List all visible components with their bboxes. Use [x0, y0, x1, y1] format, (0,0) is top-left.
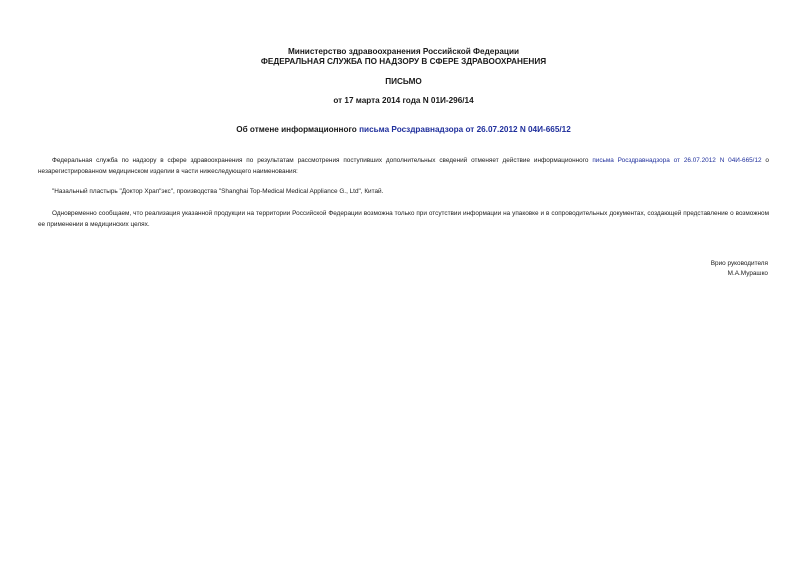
- signature-position: Врио руководителя: [710, 260, 768, 267]
- paragraph-1-tail: о незарегистрированном медицинском изделии в части нижеследующего наименования:: [38, 157, 769, 175]
- document-type: ПИСЬМО: [385, 77, 422, 86]
- paragraph-3: Одновременно сообщаем, что реализация указанной продукции на территории Российской Федерации возможна только при отсутствии информации на упаковке и в сопроводительных документах, создающей представление о возможном ее применении в медицинских целях.: [38, 210, 769, 228]
- ministry-name: Министерство здравоохранения Российской Федерации: [287, 47, 520, 56]
- referenced-letter-link[interactable]: письма Росздравнадзора от 26.07.2012 N 04И-665/12: [359, 125, 571, 134]
- document-title-prefix: Об отмене информационного: [236, 125, 360, 134]
- signature-name: М.А.Мурашко: [727, 270, 768, 277]
- document-title: [0, 125, 807, 136]
- paragraph-1: [38, 156, 769, 177]
- paragraph-1-link[interactable]: письма Росздравнадзора от 26.07.2012 N 04И-665/12: [592, 157, 762, 164]
- paragraph-1-text: Федеральная служба по надзору в сфере здравоохранения по результатам рассмотрения поступивших дополнительных сведений отменяет действие информационного: [52, 157, 593, 164]
- paragraph-2: "Назальный пластырь "Доктор Храп"экс", производства "Shanghai Top-Medical Medical Appliance G., Ltd", Китай.: [52, 188, 384, 195]
- service-name: ФЕДЕРАЛЬНАЯ СЛУЖБА ПО НАДЗОРУ В СФЕРЕ ЗДРАВООХРАНЕНИЯ: [260, 57, 547, 66]
- document-date-number: от 17 марта 2014 года N 01И-296/14: [333, 96, 474, 105]
